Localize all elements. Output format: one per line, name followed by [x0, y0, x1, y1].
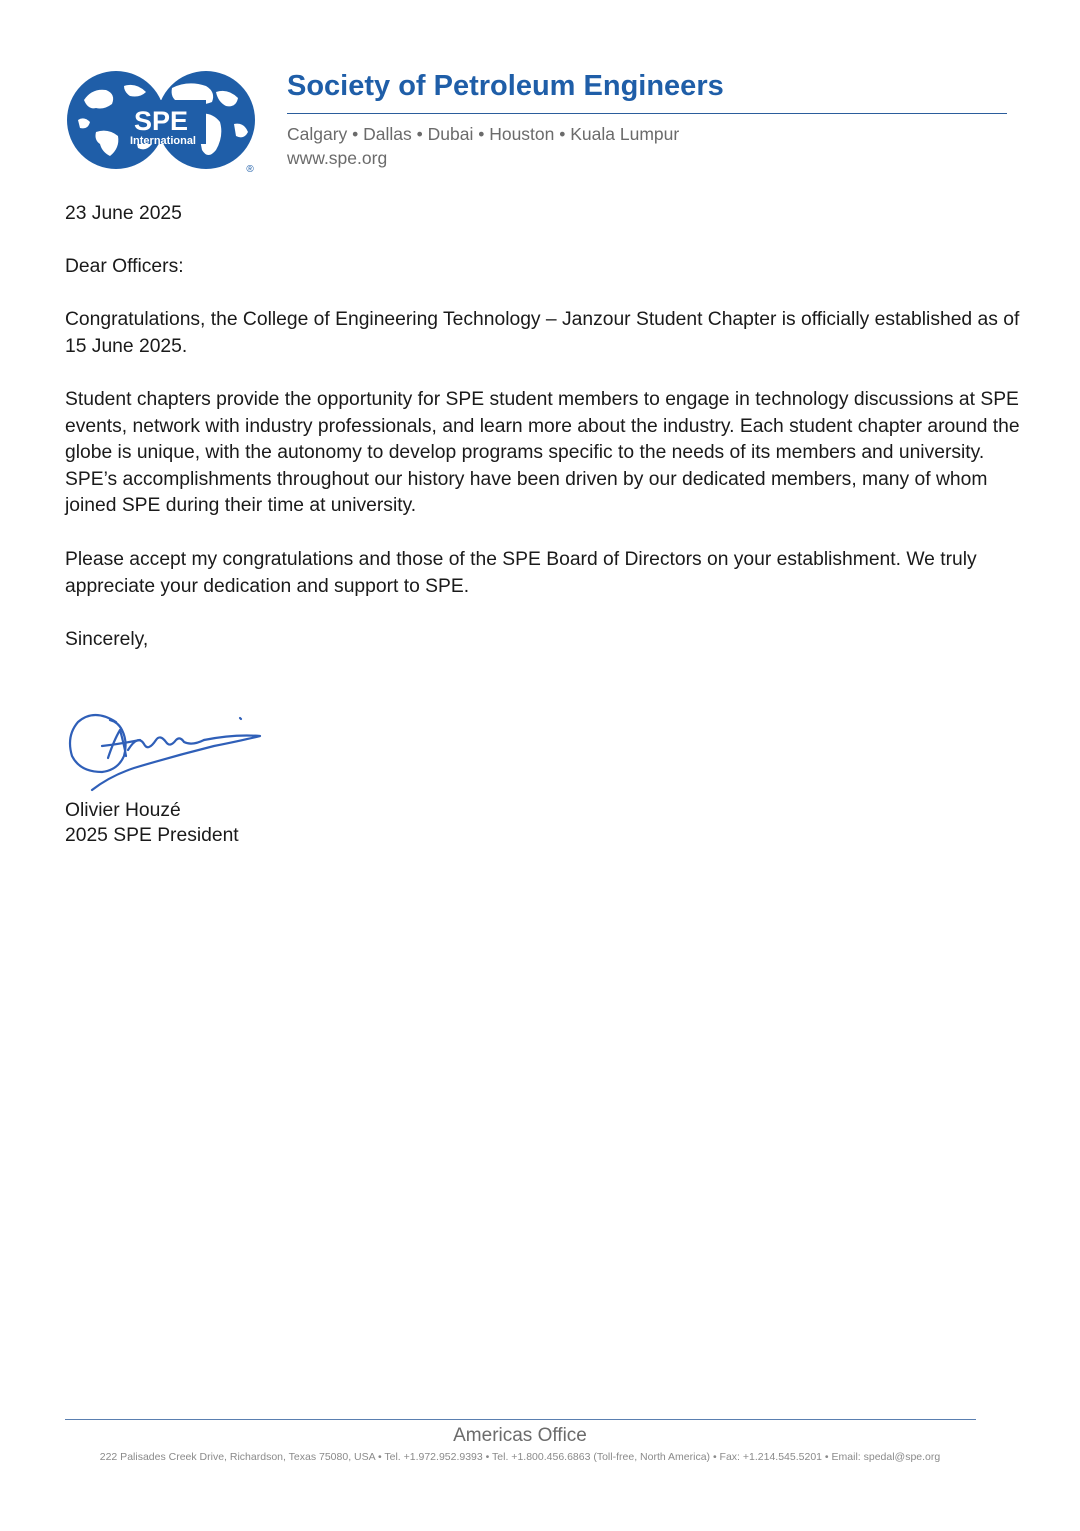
svg-text:®: ® — [246, 164, 254, 174]
website-link[interactable]: www.spe.org — [287, 148, 388, 168]
svg-text:International: International — [129, 135, 197, 147]
signer-title: 2025 SPE President — [65, 825, 239, 846]
organization-name: Society of Petroleum Engineers — [287, 70, 724, 102]
footer-address: 222 Palisades Creek Drive, Richardson, Texas 75080, USA • Tel. +1.972.952.9393 • Tel. +1.800.456.6863 (Toll-free, North America) • Fax: +1.214.545.5201 • Email: spedal@spe.org — [99, 1451, 941, 1463]
paragraph-student-chapters: Student chapters provide the opportunity for SPE student members to engage in technology discussions at SPE events, network with industry professionals, and learn more about the industry. Each student chapter around the globe is unique, with the autonomy to develop programs specific to the needs of its members and university. SPE’s accomplishments throughout our history have been driven by our dedicated members, many of whom joined SPE during their time at university. — [65, 389, 1020, 516]
office-locations: Calgary • Dallas • Dubai • Houston • Kuala Lumpur — [287, 124, 680, 144]
header-divider — [287, 113, 1007, 114]
signer-name: Olivier Houzé — [65, 800, 181, 821]
closing: Sincerely, — [65, 629, 149, 650]
footer-divider — [65, 1419, 976, 1420]
paragraph-congratulations: Please accept my congratulations and those of the SPE Board of Directors on your establishment. We truly appreciate your dedication and support to SPE. — [65, 549, 977, 597]
spe-globe-logo-icon — [66, 70, 262, 174]
footer-office-name: Americas Office — [453, 1425, 587, 1446]
letter-date: 23 June 2025 — [65, 203, 182, 224]
svg-text:SPE: SPE — [133, 106, 189, 136]
salutation: Dear Officers: — [65, 256, 184, 277]
paragraph-establishment: Congratulations, the College of Engineering Technology – Janzour Student Chapter is officially established as of 15 June 2025. — [65, 309, 1020, 357]
signature-icon — [64, 700, 269, 796]
